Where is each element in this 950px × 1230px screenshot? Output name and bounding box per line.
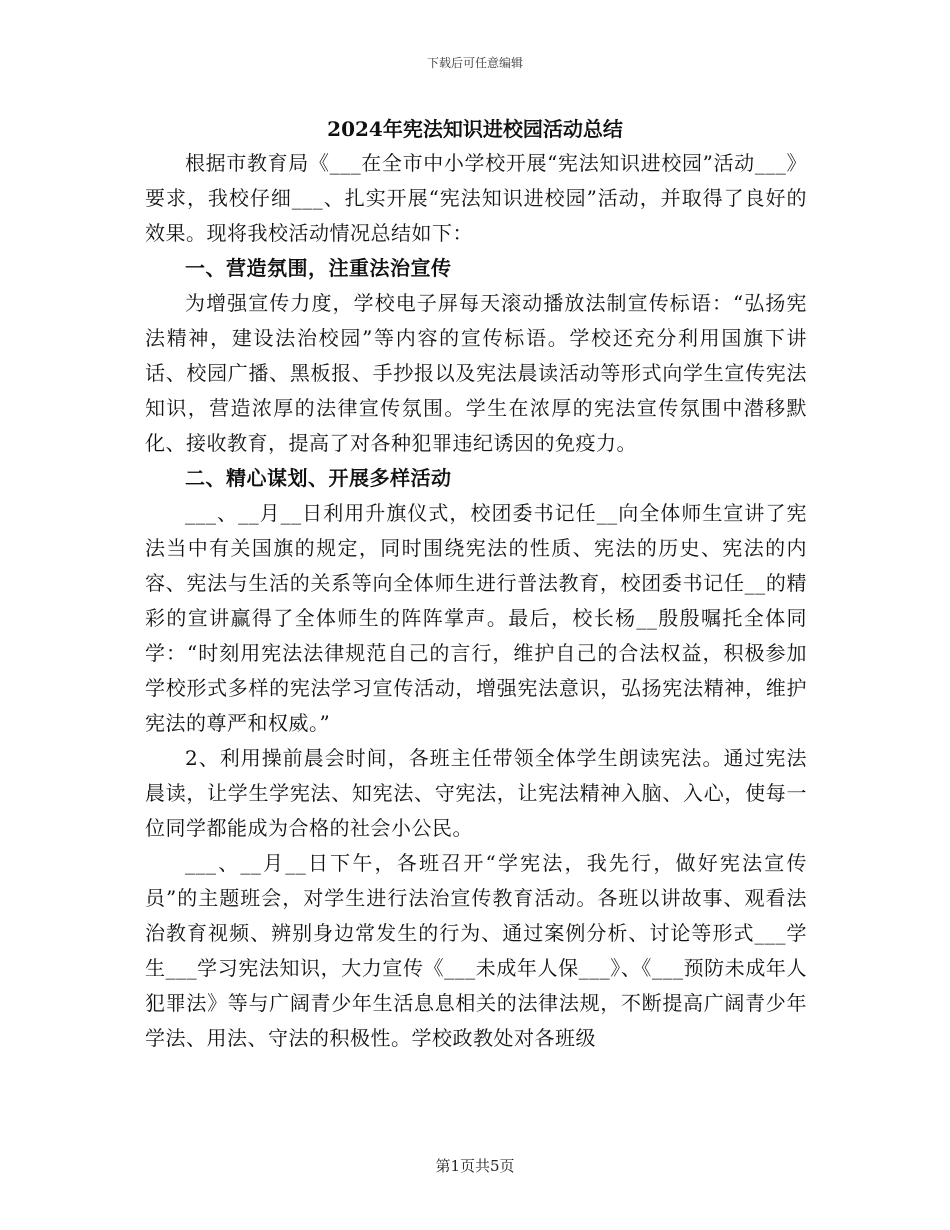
document-body [145,146,807,1056]
section-heading-1: 一、营造氛围，注重法治宣传 [185,256,452,280]
section-1-paragraph: 为增强宣传力度，学校电子屏每天滚动播放法制宣传标语：“弘扬宪法精神，建设法治校园”等内容的宣传标语。学校还充分利用国旗下讲话、校园广播、黑板报、手抄报以及宪法晨读活动等形式向学生宣传宪法知识，营造浓厚的法律宣传氛围。学生在浓厚的宪法宣传氛围中潜移默化、接收教育，提高了对各种犯罪违纪诱因的免疫力。 [145,291,807,455]
intro-paragraph: 根据市教育局《___在全市中小学校开展“宪法知识进校园”活动___》要求，我校仔细___、扎实开展“宪法知识进校园”活动，并取得了良好的效果。现将我校活动情况总结如下： [145,151,807,245]
document-title: 2024年宪法知识进校园活动总结 [327,117,623,141]
header-note: 下载后可任意编辑 [426,56,523,70]
page-number: 第1页共5页 [435,1157,515,1175]
section-heading-2: 二、精心谋划、开展多样活动 [185,466,452,490]
section-2-paragraph-3: ___、__月__日下午，各班召开“学宪法，我先行，做好宪法宣传员”的主题班会，对学生进行法治宣传教育活动。各班以讲故事、观看法治教育视频、辨别身边常发生的行为、通过案例分析、讨论等形式___学生___学习宪法知识，大力宣传《___未成年人保___》、《___预防未成年人犯罪法》等与广阔青少年生活息息相关的法律法规，不断提高广阔青少年学法、用法、守法的积极性。学校政教处对各班级 [145,851,807,1050]
section-2-paragraph-2: 2、利用操前晨会时间，各班主任带领全体学生朗读宪法。通过宪法晨读，让学生学宪法、知宪法、守宪法，让宪法精神入脑、入心，使每一位同学都能成为合格的社会小公民。 [145,746,807,840]
section-2-paragraph-1: ___、__月__日利用升旗仪式，校团委书记任__向全体师生宣讲了宪法当中有关国旗的规定，同时围绕宪法的性质、宪法的历史、宪法的内容、宪法与生活的关系等向全体师生进行普法教育，校团委书记任__的精彩的宣讲赢得了全体师生的阵阵掌声。最后，校长杨__殷殷嘱托全体同学：“时刻用宪法法律规范自己的言行，维护自己的合法权益，积极参加学校形式多样的宪法学习宣传活动，增强宪法意识，弘扬宪法精神，维护宪法的尊严和权威。” [145,501,807,735]
